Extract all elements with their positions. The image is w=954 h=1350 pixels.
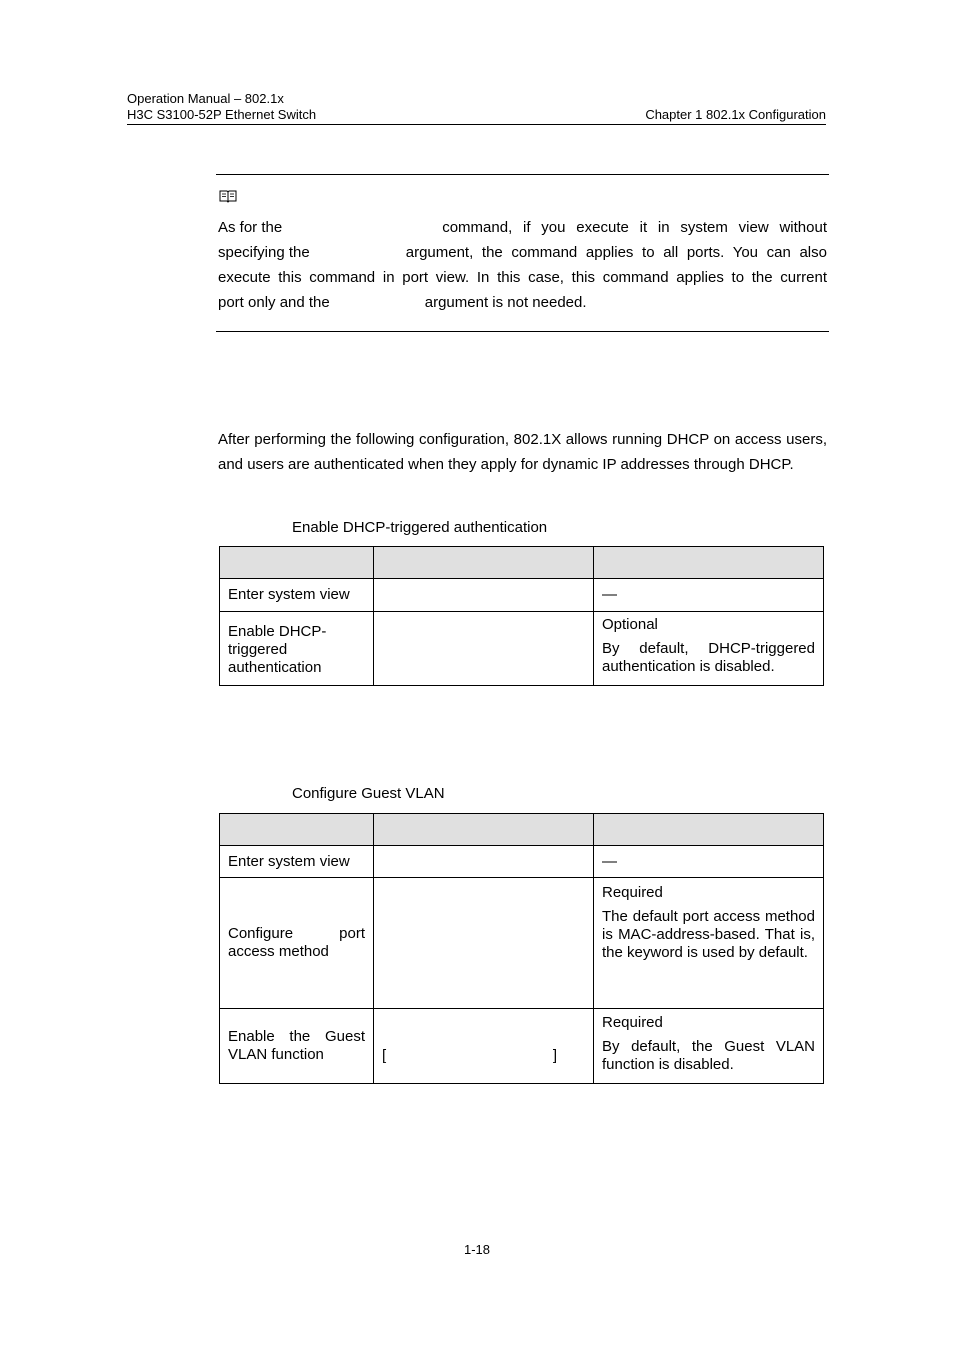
operation-cell: Enter system view [220,846,374,878]
note-line1-a: As for the [218,219,283,236]
note-line2-b: argument, the command applies to all ports. You can also [405,244,827,261]
command-cell [374,612,594,686]
dhcp-paragraph: After performing the following configuration, 802.1X allows running DHCP on access users, and users are authenticated when they apply for dynamic IP addresses through DHCP. [218,431,827,473]
remarks-detail: The default port access method is MAC-address-based. That is, the keyword is used by default. [602,908,815,961]
operation-cell: Enable the Guest VLAN function [220,1009,374,1084]
header-cell [594,814,824,846]
table-header-row [220,547,824,579]
bracket-open: [ [382,1047,387,1064]
note-line3: execute this command in port view. In this case, this command applies to the current [218,269,827,286]
remarks-detail: By default, DHCP-triggered authentication is disabled. [602,640,815,675]
operation-cell: Enter system view [220,579,374,612]
header-cell [220,814,374,846]
remarks-requirement: Required [602,1014,663,1031]
remarks-cell [594,1009,824,1084]
command-cell [374,878,594,1009]
header-chapter: Chapter 1 802.1x Configuration [645,107,826,122]
note-line1-b: command, if you execute it in system view without [442,219,827,236]
command-cell [374,846,594,878]
header-cell [220,547,374,579]
header-left-line2: H3C S3100-52P Ethernet Switch [127,107,317,122]
operation-cell: Configure port access method [220,878,374,1009]
command-cell [374,579,594,612]
remarks-cell [594,878,824,1009]
header-cell [594,547,824,579]
bracket-close: ] [552,1047,557,1064]
guest-vlan-config-table [219,813,824,1084]
table-row [220,612,824,686]
remarks-cell [594,612,824,686]
command-cell [374,1009,594,1084]
remarks-detail: By default, the Guest VLAN function is disabled. [602,1038,815,1073]
table-row [220,846,824,878]
dhcp-config-table [219,546,824,686]
page-number: 1-18 [463,1242,491,1257]
table-header-row [220,814,824,846]
header-left-line1: Operation Manual – 802.1x [127,91,284,106]
guest-table-caption: Configure Guest VLAN [292,785,445,802]
note-top-rule [216,174,829,175]
operation-cell: Enable DHCP-triggered authentication [220,612,374,686]
remarks-cell: — [594,579,824,612]
note-line4-b: argument is not needed. [424,294,587,311]
table-row [220,579,824,612]
remarks-requirement: Required [602,884,663,901]
note-bottom-rule [216,331,829,332]
book-icon [219,189,237,203]
note-line4-a: port only and the [218,294,330,311]
table-row [220,1009,824,1084]
dhcp-table-caption: Enable DHCP-triggered authentication [292,519,548,536]
remarks-cell: — [594,846,824,878]
remarks-requirement: Optional [602,616,658,633]
table-row [220,878,824,1009]
header-cell [374,814,594,846]
header-cell [374,547,594,579]
header-rule [127,124,826,125]
note-text [218,215,827,315]
note-line2-a: specifying the [218,244,310,261]
